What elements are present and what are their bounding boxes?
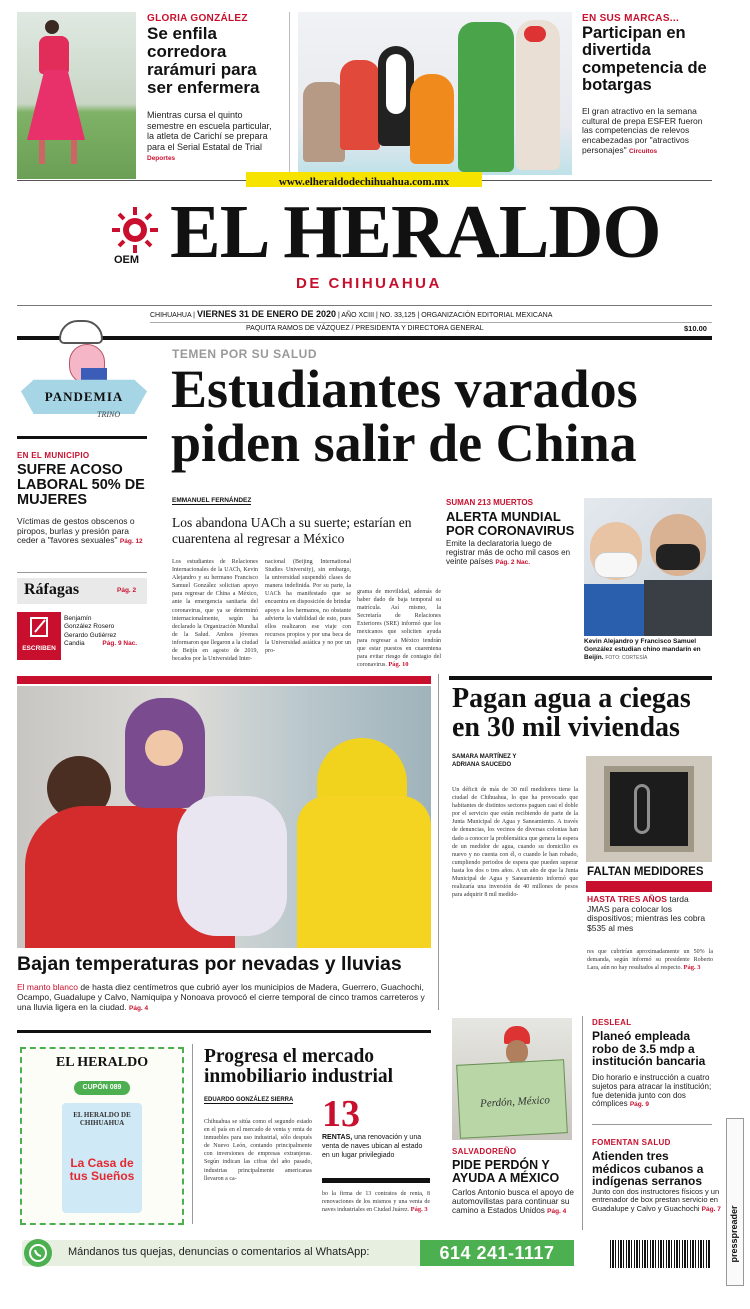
escriben-label: ESCRIBEN	[22, 645, 56, 652]
writer-3: Gerardo Gutiérrez	[64, 631, 117, 639]
teaser-right-headline[interactable]: Participan en divertida competencia de botargas	[582, 24, 707, 94]
escriben-badge	[17, 612, 61, 660]
mercado-col-2	[322, 1190, 430, 1215]
agua-sub-kicker: HASTA TRES AÑOS	[587, 894, 667, 904]
coupon-ad[interactable]	[20, 1047, 184, 1225]
coupon-tag: CUPÓN 089	[74, 1081, 130, 1095]
dateline-city: CHIHUAHUA	[150, 312, 192, 319]
municipio-ref[interactable]: Pág. 12	[119, 538, 143, 546]
agua-byline: SAMARA MARTÍNEZ Y ADRIANA SAUCEDO	[452, 754, 517, 768]
dateline-rule-mid	[150, 322, 712, 323]
municipio-text: Víctimas de gestos obscenos o piropos, burlas y presión para ceder a "favores sexuales"	[17, 516, 135, 546]
desleal-body	[592, 1074, 716, 1109]
teaser-right-body	[582, 107, 712, 155]
mercado-divider	[192, 1044, 193, 1224]
alerta-body	[446, 540, 581, 566]
salvadoreno-photo	[452, 1018, 572, 1140]
students-photo	[584, 498, 712, 636]
masthead-subtitle: DE CHIHUAHUA	[296, 275, 442, 292]
lead-col-2: nacional (Beijing International Studies University), sin embargo, la universidad suspendió clases de manera indefinida. Por su parte, la UACh ha manifestado que se encuentra en disposición de brindar apoyo a los hermanos, no obstante advierte la viabilidad de esto, pues ellos realizaron ese viaje con recursos propios y por una beca de la Universidad asiática y no por un pro-	[265, 559, 351, 655]
whatsapp-text: Mándanos tus quejas, denuncias o comentarios al WhatsApp:	[68, 1246, 370, 1258]
oem-logo	[110, 205, 160, 267]
sign-text: Perdón, México	[479, 1094, 551, 1110]
teaser-left-headline[interactable]: Se enfila corredora rarámuri para ser enfermera	[147, 24, 260, 97]
teaser-right-kicker: EN SUS MARCAS...	[582, 13, 680, 24]
pressreader-strip[interactable]	[726, 1118, 744, 1286]
agua-label-rule	[586, 881, 712, 892]
dateline-org: ORGANIZACIÓN EDITORIAL MEXICANA	[421, 312, 553, 319]
mercado-stat-body: una renovación y una venta de naves ubican al estado en un lugar privilegiado	[322, 1134, 423, 1159]
lead-byline: EMMANUEL FERNÁNDEZ	[172, 497, 252, 504]
cartoon-title: PANDEMIA	[44, 389, 124, 404]
pandemia-cartoon[interactable]	[17, 314, 147, 426]
rafagas-title: Ráfagas	[24, 581, 80, 598]
dateline: CHIHUAHUA | VIERNES 31 DE ENERO DE 2020 | AÑO XCIII | NO. 33,125 | ORGANIZACIÓN EDITORIAL MEXICANA	[150, 309, 553, 319]
municipio-kicker: EN EL MUNICIPIO	[17, 451, 90, 460]
coupon-line-2: La Casa de tus Sueños	[69, 1156, 135, 1184]
caption-text: Kevin Alejandro y Francisco Samuel González estudian chino mandarín en Beijín.	[584, 638, 701, 662]
mercado-stat-label: RENTAS,	[322, 1134, 353, 1141]
oem-label: OEM	[114, 254, 140, 266]
salvadoreno-body	[452, 1188, 574, 1215]
pressreader-label: presspreader	[729, 1205, 739, 1263]
website-url[interactable]: www.elheraldodechihuahua.com.mx	[278, 176, 450, 188]
rafagas-box[interactable]	[17, 578, 147, 604]
coupon-line-1: EL HERALDO DE CHIHUAHUA	[73, 1111, 131, 1127]
lead-col-1: Los estudiantes de Relaciones Internacionales de la UACh, Kevin Alejandro y su hermano Francisco Samuel González solicitan apoyo para regresar de China a México, ante la emergencia sanitaria del coronavirus, que ya se determinó internacionalmente, según ha declarado la Organización Mundial de la Salud. Ambos jóvenes informaron que llegaron a la ciudad de Beijín en agosto de 2019, becados por la Universidad Inter-	[172, 559, 258, 663]
whatsapp-number[interactable]: 614 241-1117	[439, 1243, 555, 1263]
cartoon-author: TRINO	[97, 410, 121, 419]
mercado-byline: EDUARDO GONZÁLEZ SIERRA	[204, 1097, 294, 1103]
lead-col-3-text: grama de movilidad, además de haber dado de baja temporal su matrícula. Así mismo, la Secretaría de Relaciones Exteriores (SRE) informó que los mexicanos que soliciten ayuda para regresar a México tendrán que estar puestos en cuarentena para evitar riesgo de contagio del coronavirus.	[357, 589, 441, 668]
writer-4: Candia	[64, 640, 85, 648]
mercado-stat-rule	[322, 1178, 430, 1183]
masthead-title[interactable]: EL HERALDO	[170, 190, 661, 274]
weather-photo	[17, 686, 431, 948]
mercado-col-2-text: bo la firma de 13 contratos de renta, 8 renovaciones de los mismos y una venta de naves industriales en Ciudad Juárez.	[322, 1191, 430, 1214]
lead-kicker: TEMEN POR SU SALUD	[172, 347, 318, 361]
weather-lead: El manto blanco	[17, 982, 78, 992]
teaser-right-ref[interactable]: Circuitos	[628, 147, 658, 155]
whatsapp-number-box[interactable]	[420, 1240, 574, 1266]
price: $10.00	[684, 324, 707, 333]
coupon-brand: EL HERALDO	[55, 1055, 149, 1070]
weather-text: de hasta diez centímetros que cubrió ayer los municipios de Madera, Guerrero, Guachochi, Ocampo, Guadalupe y Calvo, Namiquipa y Nonoava provocó el cierre temporal de cinco tramos carreteros y una lluvia ligera en la ciudad.	[17, 982, 425, 1013]
mercado-stat-text	[322, 1134, 432, 1160]
writer-2: González Rosero	[64, 623, 115, 631]
weather-headline[interactable]: Bajan temperaturas por nevadas y lluvias	[17, 953, 402, 975]
alerta-text: Emite la declaratoria luego de registrar más de ocho mil casos en veinte países	[446, 539, 571, 566]
alerta-headline[interactable]: ALERTA MUNDIAL POR CORONAVIRUS	[446, 509, 575, 538]
agua-sub	[587, 895, 713, 933]
teaser-left-body	[147, 110, 277, 163]
dateline-year: AÑO XCIII	[341, 312, 375, 319]
mercado-stat: 13	[322, 1093, 360, 1135]
agua-top-rule	[449, 676, 712, 680]
weather-top-rule	[17, 676, 431, 684]
desleal-headline[interactable]: Planeó empleada robo de 3.5 mdp a institución bancaria	[592, 1029, 706, 1069]
meter-photo	[586, 756, 712, 862]
phone-icon	[24, 1239, 52, 1267]
runner-photo	[17, 12, 136, 179]
whatsapp-bar[interactable]	[22, 1240, 574, 1266]
agua-col-2	[587, 948, 713, 973]
lead-deck: Los abandona UACh a su suerte; estarían en cuarentena al regresar a México	[172, 515, 412, 546]
agua-col-1: Un déficit de más de 30 mil medidores tiene la ciudad de Chihuahua, lo que ha provocado que habitantes de distintos sectores paguen casi el doble por el servicio que están recibiendo de parte de la Junta Municipal de Agua y Saneamiento. A través de denuncias, los vecinos de diversas colonias han dado a conocer la problemática que genera la espera de un medidor de agua, cuando su domicilio es nuevo y no cuenta con él, o cuando le han robado, cumpliendo periodos de espera que pueden superar hasta los dos o tres años. A un año de que la Junta Municipal de Agua y Saneamiento informó que realizaría una inversión de 40 millones de pesos para adquirir 8 mil medido-	[452, 787, 578, 899]
director-line: PAQUITA RAMOS DE VÁZQUEZ / PRESIDENTA Y DIRECTORA GENERAL	[246, 325, 484, 332]
medicos-kicker: FOMENTAN SALUD	[592, 1138, 671, 1147]
salvadoreno-ref[interactable]: Pág. 4	[547, 1208, 567, 1216]
whatsapp-icon	[24, 1239, 52, 1267]
writers-list	[64, 615, 148, 649]
sidebar-rule-1	[17, 436, 147, 439]
salvadoreno-text: Carlos Antonio busca el apoyo de automovilistas para continuar su camino a Estados Unidos	[452, 1188, 574, 1216]
caption-credit: FOTO: CORTESÍA	[605, 655, 648, 662]
desleal-ref[interactable]: Pág. 9	[629, 1101, 649, 1109]
mercado-col-1: Chihuahua se sitúa como el segundo estado en el país en el mercado de venta y renta de inmuebles para uso industrial, sólo después de Nuevo León, contando principalmente con inversiones de empresas extranjeras. Según indican las cifras del año pasado, industrias principalmente americanas llevaron a ca-	[204, 1119, 312, 1182]
bottom-section-rule	[17, 1030, 431, 1033]
teaser-divider-left	[289, 12, 290, 177]
salvadoreno-headline[interactable]: PIDE PERDÓN Y AYUDA A MÉXICO	[452, 1158, 560, 1186]
municipio-headline[interactable]: SUFRE ACOSO LABORAL 50% DE MUJERES	[17, 462, 145, 509]
municipio-body	[17, 517, 147, 546]
sidebar-rule-2	[17, 572, 147, 573]
weather-body	[17, 982, 431, 1013]
lead-col-3	[357, 588, 441, 672]
alerta-ref[interactable]: Pág. 2 Nac.	[495, 558, 531, 566]
medicos-ref[interactable]: Pág. 7	[701, 1205, 721, 1213]
medicos-headline[interactable]: Atienden tres médicos cubanos a indígenas serranos	[592, 1149, 704, 1189]
costumes-photo	[298, 12, 572, 175]
desleal-kicker: DESLEAL	[592, 1018, 632, 1027]
lead-col-3-ref[interactable]: Pág. 10	[388, 660, 409, 668]
dateline-rule-top	[17, 305, 712, 306]
agua-col-2-ref[interactable]: Pág. 3	[683, 964, 701, 972]
salvadoreno-kicker: SALVADOREÑO	[452, 1147, 517, 1156]
agua-label: FALTAN MEDIDORES	[587, 866, 704, 878]
teaser-left-kicker: GLORIA GONZÁLEZ	[147, 13, 248, 24]
medicos-body	[592, 1188, 722, 1213]
medicos-rule	[592, 1124, 712, 1125]
url-bar[interactable]	[246, 172, 482, 187]
mercado-headline[interactable]: Progresa el mercado inmobiliario industrial	[204, 1046, 394, 1088]
weather-ref[interactable]: Pág. 4	[129, 1005, 149, 1013]
students-caption	[584, 638, 712, 662]
pen-icon	[17, 612, 61, 642]
rafagas-ref[interactable]: Pág. 2	[117, 587, 137, 594]
medicos-text: Junto con dos instructores físicos y un entrenador de box prestan servicio en Guadalupe y Calvo y Guachochi	[592, 1187, 720, 1213]
lead-headline[interactable]: Estudiantes varados piden salir de China	[171, 359, 638, 473]
writer-1: Benjamín	[64, 615, 92, 622]
agua-sub-body: tarda JMAS para colocar los dispositivos; mientras les cobra $535 al mes	[587, 894, 706, 933]
dateline-date: VIERNES 31 DE ENERO DE 2020	[196, 309, 337, 319]
dateline-number: NO. 33,125	[379, 312, 416, 319]
agua-headline[interactable]: Pagan agua a ciegas en 30 mil viviendas	[452, 683, 691, 744]
teaser-left-ref[interactable]: Deportes	[147, 155, 176, 163]
mercado-ref[interactable]: Pág. 3	[410, 1206, 428, 1214]
right-column-divider	[438, 674, 439, 1010]
agua-col-2-text: res que cubrirían aproximadamente un 50% la demanda, según informó su presidente Roberto Lara, aún no hay resultados al respecto.	[587, 949, 713, 972]
desleal-text: Dio horario e instrucción a cuatro sujetos para atracar la institución; fue detenida junto con dos cómplices	[592, 1073, 712, 1109]
right-bottom-divider	[582, 1016, 583, 1230]
alerta-kicker: SUMAN 213 MUERTOS	[446, 498, 533, 507]
writers-ref[interactable]: Pág. 9 Nac.	[102, 640, 138, 648]
barcode	[610, 1240, 710, 1268]
teaser-right-text: El gran atractivo en la semana cultural de prepa ESFER fueron las competencias de relevos encabezadas por "atractivos personajes"	[582, 106, 703, 155]
teaser-left-text: Mientras cursa el quinto semestre en escuela particular, la atleta de Carichí se prepara para el Serial Estatal de Trial	[147, 110, 272, 152]
